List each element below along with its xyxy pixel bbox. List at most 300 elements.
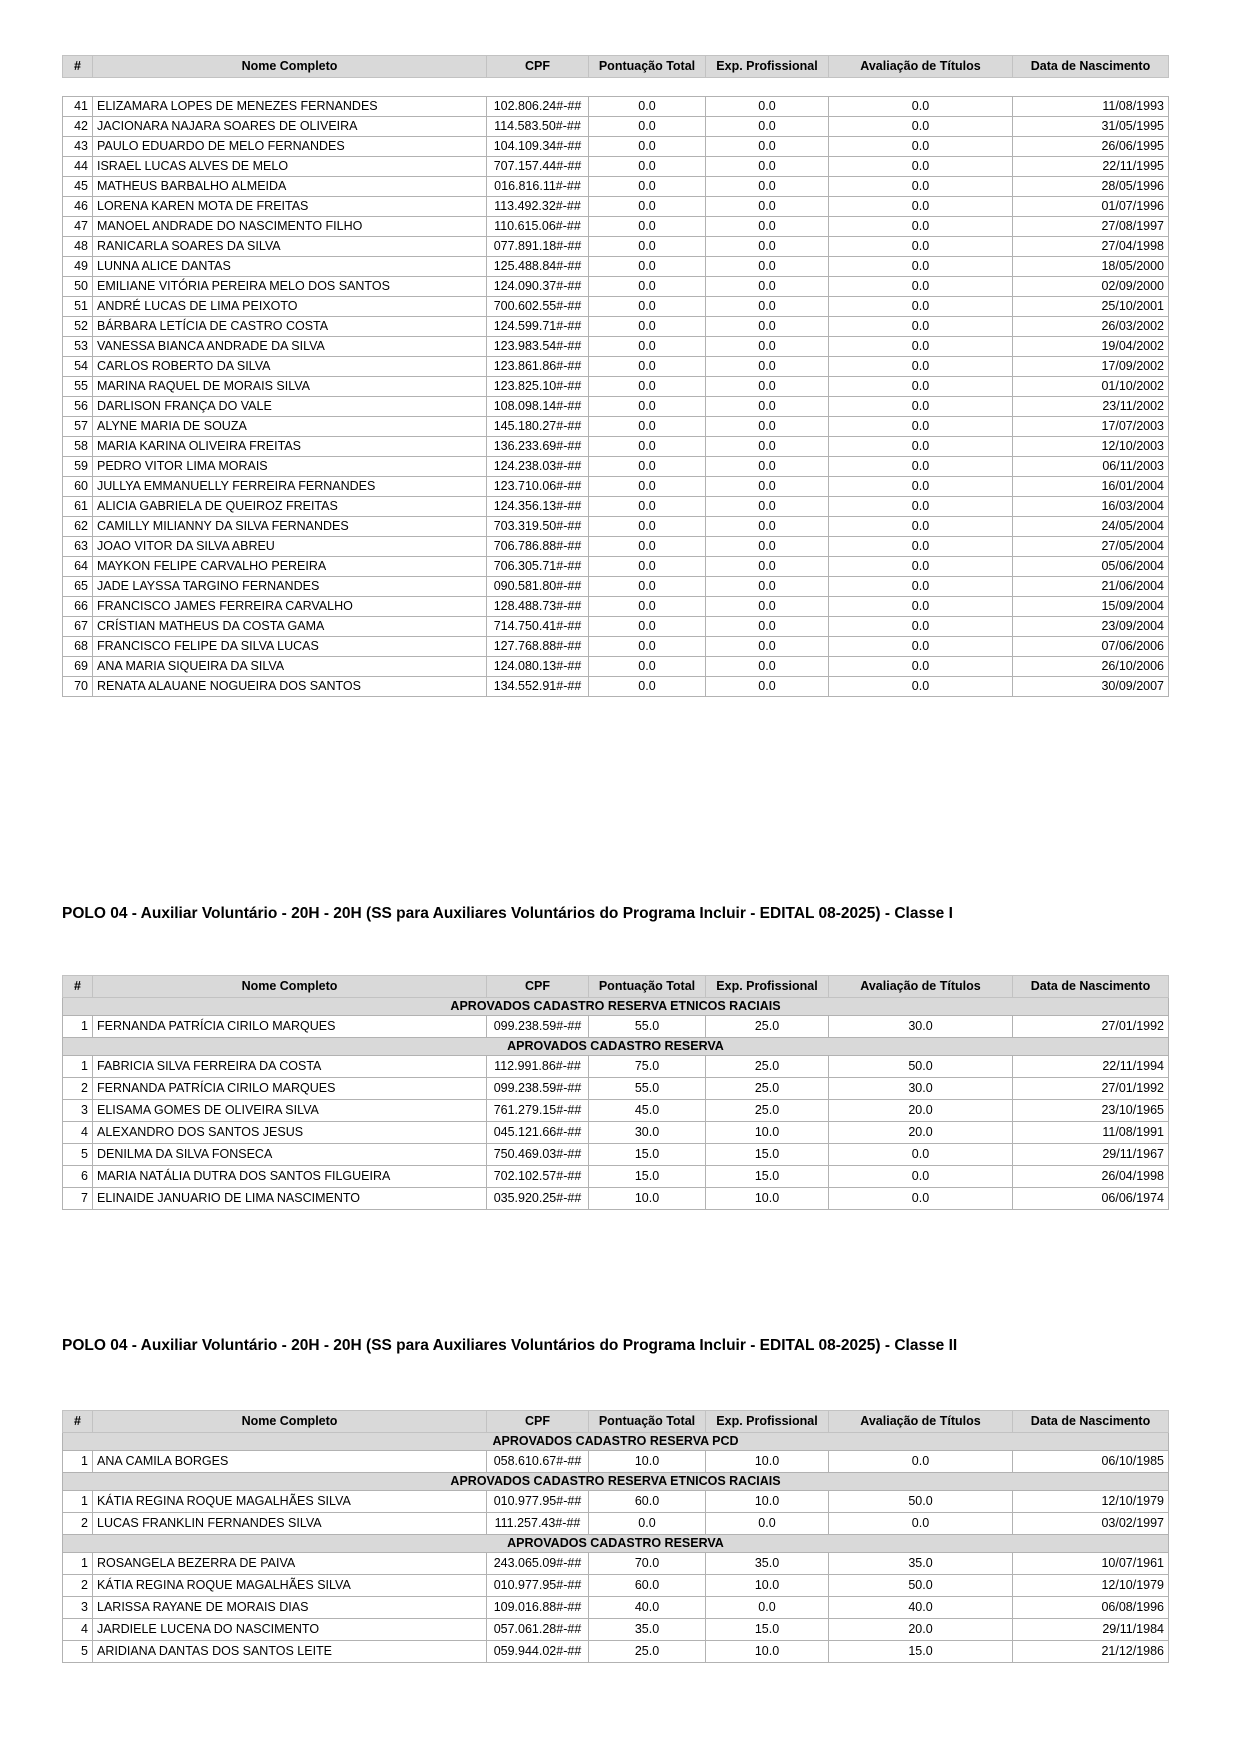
cell-cpf: 123.861.86#-## (487, 357, 589, 377)
cell-birthdate: 27/08/1997 (1013, 217, 1169, 237)
table-row (63, 1166, 1169, 1188)
cell-titles-eval: 20.0 (829, 1122, 1013, 1144)
col-header-name: Nome Completo (93, 56, 487, 78)
cell-birthdate: 21/06/2004 (1013, 577, 1169, 597)
cell-total-score: 0.0 (589, 637, 706, 657)
table-row (63, 1188, 1169, 1210)
cell-name: CARLOS ROBERTO DA SILVA (93, 357, 487, 377)
cell-total-score: 0.0 (589, 237, 706, 257)
cell-cpf: 090.581.80#-## (487, 577, 589, 597)
cell-titles-eval: 50.0 (829, 1575, 1013, 1597)
table-row (63, 377, 1169, 397)
cell-birthdate: 27/01/1992 (1013, 1016, 1169, 1038)
table-row (63, 277, 1169, 297)
cell-name: DARLISON FRANÇA DO VALE (93, 397, 487, 417)
table-row (63, 217, 1169, 237)
cell-prof-exp: 0.0 (706, 337, 829, 357)
cell-name: FERNANDA PATRÍCIA CIRILO MARQUES (93, 1078, 487, 1100)
cell-prof-exp: 0.0 (706, 517, 829, 537)
cell-rank: 47 (63, 217, 93, 237)
group-header-label: APROVADOS CADASTRO RESERVA ETNICOS RACIAIS (63, 1473, 1169, 1491)
cell-name: JULLYA EMMANUELLY FERREIRA FERNANDES (93, 477, 487, 497)
table-row (63, 537, 1169, 557)
cell-total-score: 30.0 (589, 1122, 706, 1144)
cell-titles-eval: 0.0 (829, 577, 1013, 597)
cell-name: RANICARLA SOARES DA SILVA (93, 237, 487, 257)
cell-cpf: 123.710.06#-## (487, 477, 589, 497)
cell-cpf: 136.233.69#-## (487, 437, 589, 457)
cell-total-score: 10.0 (589, 1188, 706, 1210)
cell-rank: 1 (63, 1553, 93, 1575)
cell-titles-eval: 0.0 (829, 277, 1013, 297)
table-row (63, 137, 1169, 157)
table-row (63, 197, 1169, 217)
cell-cpf: 702.102.57#-## (487, 1166, 589, 1188)
cell-birthdate: 25/10/2001 (1013, 297, 1169, 317)
cell-total-score: 45.0 (589, 1100, 706, 1122)
cell-cpf: 707.157.44#-## (487, 157, 589, 177)
table-row (63, 157, 1169, 177)
cell-prof-exp: 0.0 (706, 237, 829, 257)
cell-prof-exp: 0.0 (706, 437, 829, 457)
cell-cpf: 134.552.91#-## (487, 677, 589, 697)
table-row (63, 117, 1169, 137)
cell-total-score: 0.0 (589, 677, 706, 697)
cell-name: JADE LAYSSA TARGINO FERNANDES (93, 577, 487, 597)
group-header-row (63, 1473, 1169, 1491)
cell-prof-exp: 0.0 (706, 577, 829, 597)
group-header-row (63, 1433, 1169, 1451)
cell-birthdate: 26/04/1998 (1013, 1166, 1169, 1188)
cell-rank: 4 (63, 1122, 93, 1144)
cell-name: MATHEUS BARBALHO ALMEIDA (93, 177, 487, 197)
col-header-cpf: CPF (487, 976, 589, 998)
cell-total-score: 0.0 (589, 177, 706, 197)
cell-name: FRANCISCO JAMES FERREIRA CARVALHO (93, 597, 487, 617)
cell-birthdate: 16/03/2004 (1013, 497, 1169, 517)
cell-cpf: 099.238.59#-## (487, 1016, 589, 1038)
cell-total-score: 70.0 (589, 1553, 706, 1575)
cell-name: MARIA NATÁLIA DUTRA DOS SANTOS FILGUEIRA (93, 1166, 487, 1188)
cell-titles-eval: 50.0 (829, 1491, 1013, 1513)
cell-cpf: 124.080.13#-## (487, 657, 589, 677)
cell-name: ANA MARIA SIQUEIRA DA SILVA (93, 657, 487, 677)
cell-total-score: 55.0 (589, 1016, 706, 1038)
cell-prof-exp: 0.0 (706, 277, 829, 297)
cell-prof-exp: 0.0 (706, 677, 829, 697)
cell-name: JOAO VITOR DA SILVA ABREU (93, 537, 487, 557)
group-header-row (63, 1038, 1169, 1056)
cell-total-score: 10.0 (589, 1451, 706, 1473)
cell-name: ELISAMA GOMES DE OLIVEIRA SILVA (93, 1100, 487, 1122)
cell-rank: 49 (63, 257, 93, 277)
cell-birthdate: 30/09/2007 (1013, 677, 1169, 697)
cell-prof-exp: 0.0 (706, 377, 829, 397)
cell-prof-exp: 0.0 (706, 357, 829, 377)
table-row (63, 677, 1169, 697)
cell-name: ALICIA GABRIELA DE QUEIROZ FREITAS (93, 497, 487, 517)
cell-cpf: 111.257.43#-## (487, 1513, 589, 1535)
col-header-total-score: Pontuação Total (589, 1411, 706, 1433)
cell-titles-eval: 35.0 (829, 1553, 1013, 1575)
table-row (63, 397, 1169, 417)
cell-cpf: 124.238.03#-## (487, 457, 589, 477)
cell-rank: 2 (63, 1078, 93, 1100)
cell-titles-eval: 20.0 (829, 1100, 1013, 1122)
table-row (63, 437, 1169, 457)
cell-total-score: 0.0 (589, 337, 706, 357)
cell-rank: 50 (63, 277, 93, 297)
cell-titles-eval: 0.0 (829, 137, 1013, 157)
cell-titles-eval: 0.0 (829, 197, 1013, 217)
cell-birthdate: 16/01/2004 (1013, 477, 1169, 497)
cell-cpf: 243.065.09#-## (487, 1553, 589, 1575)
table-row (63, 1553, 1169, 1575)
table-row (63, 577, 1169, 597)
main-list-table (62, 96, 1169, 697)
cell-cpf: 108.098.14#-## (487, 397, 589, 417)
table-row (63, 1016, 1169, 1038)
cell-birthdate: 23/11/2002 (1013, 397, 1169, 417)
cell-name: CRÍSTIAN MATHEUS DA COSTA GAMA (93, 617, 487, 637)
table-row (63, 1513, 1169, 1535)
cell-cpf: 045.121.66#-## (487, 1122, 589, 1144)
cell-birthdate: 17/09/2002 (1013, 357, 1169, 377)
cell-rank: 52 (63, 317, 93, 337)
cell-rank: 54 (63, 357, 93, 377)
col-header-titles-eval: Avaliação de Títulos (829, 56, 1013, 78)
cell-cpf: 123.825.10#-## (487, 377, 589, 397)
cell-cpf: 706.786.88#-## (487, 537, 589, 557)
cell-cpf: 703.319.50#-## (487, 517, 589, 537)
table-row (63, 557, 1169, 577)
cell-rank: 2 (63, 1513, 93, 1535)
cell-rank: 70 (63, 677, 93, 697)
cell-cpf: 706.305.71#-## (487, 557, 589, 577)
cell-cpf: 110.615.06#-## (487, 217, 589, 237)
cell-rank: 4 (63, 1619, 93, 1641)
cell-birthdate: 31/05/1995 (1013, 117, 1169, 137)
cell-titles-eval: 0.0 (829, 417, 1013, 437)
cell-cpf: 016.816.11#-## (487, 177, 589, 197)
cell-rank: 7 (63, 1188, 93, 1210)
table-row (63, 657, 1169, 677)
table-row (63, 517, 1169, 537)
col-header-titles-eval: Avaliação de Títulos (829, 1411, 1013, 1433)
column-header-row (63, 56, 1169, 78)
cell-name: LORENA KAREN MOTA DE FREITAS (93, 197, 487, 217)
cell-name: ANDRÉ LUCAS DE LIMA PEIXOTO (93, 297, 487, 317)
cell-rank: 44 (63, 157, 93, 177)
cell-total-score: 0.0 (589, 357, 706, 377)
cell-rank: 58 (63, 437, 93, 457)
cell-prof-exp: 10.0 (706, 1641, 829, 1663)
cell-total-score: 0.0 (589, 97, 706, 117)
cell-name: MAYKON FELIPE CARVALHO PEREIRA (93, 557, 487, 577)
cell-titles-eval: 0.0 (829, 1166, 1013, 1188)
cell-rank: 5 (63, 1144, 93, 1166)
cell-total-score: 60.0 (589, 1575, 706, 1597)
cell-name: ISRAEL LUCAS ALVES DE MELO (93, 157, 487, 177)
cell-cpf: 127.768.88#-## (487, 637, 589, 657)
cell-birthdate: 29/11/1984 (1013, 1619, 1169, 1641)
cell-prof-exp: 25.0 (706, 1100, 829, 1122)
cell-birthdate: 26/10/2006 (1013, 657, 1169, 677)
col-header-name: Nome Completo (93, 976, 487, 998)
cell-cpf: 124.356.13#-## (487, 497, 589, 517)
cell-total-score: 0.0 (589, 217, 706, 237)
cell-rank: 63 (63, 537, 93, 557)
col-header-rank: # (63, 56, 93, 78)
cell-prof-exp: 0.0 (706, 657, 829, 677)
table-row (63, 1597, 1169, 1619)
cell-rank: 1 (63, 1491, 93, 1513)
cell-total-score: 0.0 (589, 417, 706, 437)
col-header-rank: # (63, 1411, 93, 1433)
cell-birthdate: 22/11/1995 (1013, 157, 1169, 177)
cell-name: ARIDIANA DANTAS DOS SANTOS LEITE (93, 1641, 487, 1663)
cell-birthdate: 21/12/1986 (1013, 1641, 1169, 1663)
cell-cpf: 125.488.84#-## (487, 257, 589, 277)
cell-prof-exp: 0.0 (706, 537, 829, 557)
cell-prof-exp: 25.0 (706, 1016, 829, 1038)
cell-rank: 60 (63, 477, 93, 497)
cell-titles-eval: 20.0 (829, 1619, 1013, 1641)
cell-total-score: 0.0 (589, 557, 706, 577)
cell-titles-eval: 15.0 (829, 1641, 1013, 1663)
col-header-birthdate: Data de Nascimento (1013, 56, 1169, 78)
cell-rank: 6 (63, 1166, 93, 1188)
cell-birthdate: 12/10/1979 (1013, 1491, 1169, 1513)
cell-name: ELIZAMARA LOPES DE MENEZES FERNANDES (93, 97, 487, 117)
cell-prof-exp: 10.0 (706, 1575, 829, 1597)
cell-titles-eval: 0.0 (829, 537, 1013, 557)
cell-prof-exp: 0.0 (706, 597, 829, 617)
cell-titles-eval: 0.0 (829, 657, 1013, 677)
section-title-classe-1: POLO 04 - Auxiliar Voluntário - 20H - 20H (SS para Auxiliares Voluntários do Programa Incluir - EDITAL 08-2025) - Classe I (62, 905, 953, 922)
cell-prof-exp: 0.0 (706, 197, 829, 217)
cell-rank: 59 (63, 457, 93, 477)
cell-rank: 64 (63, 557, 93, 577)
main-list-body (63, 97, 1169, 697)
cell-prof-exp: 0.0 (706, 497, 829, 517)
cell-total-score: 0.0 (589, 297, 706, 317)
cell-titles-eval: 0.0 (829, 237, 1013, 257)
table-row (63, 637, 1169, 657)
cell-birthdate: 23/09/2004 (1013, 617, 1169, 637)
cell-total-score: 0.0 (589, 397, 706, 417)
cell-rank: 41 (63, 97, 93, 117)
cell-rank: 1 (63, 1451, 93, 1473)
col-header-name: Nome Completo (93, 1411, 487, 1433)
cell-prof-exp: 15.0 (706, 1144, 829, 1166)
cell-titles-eval: 0.0 (829, 297, 1013, 317)
cell-name: MARIA KARINA OLIVEIRA FREITAS (93, 437, 487, 457)
column-header-row (63, 976, 1169, 998)
cell-cpf: 099.238.59#-## (487, 1078, 589, 1100)
cell-titles-eval: 0.0 (829, 257, 1013, 277)
cell-total-score: 0.0 (589, 517, 706, 537)
cell-birthdate: 19/04/2002 (1013, 337, 1169, 357)
cell-total-score: 0.0 (589, 657, 706, 677)
cell-titles-eval: 0.0 (829, 1144, 1013, 1166)
cell-birthdate: 29/11/1967 (1013, 1144, 1169, 1166)
col-header-prof-exp: Exp. Profissional (706, 976, 829, 998)
cell-birthdate: 12/10/2003 (1013, 437, 1169, 457)
cell-total-score: 75.0 (589, 1056, 706, 1078)
table-row (63, 237, 1169, 257)
cell-birthdate: 06/08/1996 (1013, 1597, 1169, 1619)
cell-rank: 3 (63, 1100, 93, 1122)
cell-titles-eval: 0.0 (829, 437, 1013, 457)
cell-cpf: 035.920.25#-## (487, 1188, 589, 1210)
cell-name: RENATA ALAUANE NOGUEIRA DOS SANTOS (93, 677, 487, 697)
cell-rank: 42 (63, 117, 93, 137)
cell-cpf: 124.090.37#-## (487, 277, 589, 297)
cell-birthdate: 17/07/2003 (1013, 417, 1169, 437)
table-row (63, 617, 1169, 637)
table-row (63, 337, 1169, 357)
cell-cpf: 750.469.03#-## (487, 1144, 589, 1166)
cell-titles-eval: 0.0 (829, 1451, 1013, 1473)
cell-total-score: 35.0 (589, 1619, 706, 1641)
cell-total-score: 0.0 (589, 117, 706, 137)
cell-rank: 45 (63, 177, 93, 197)
col-header-titles-eval: Avaliação de Títulos (829, 976, 1013, 998)
cell-birthdate: 22/11/1994 (1013, 1056, 1169, 1078)
cell-name: ROSANGELA BEZERRA DE PAIVA (93, 1553, 487, 1575)
cell-prof-exp: 0.0 (706, 157, 829, 177)
cell-titles-eval: 0.0 (829, 317, 1013, 337)
cell-name: VANESSA BIANCA ANDRADE DA SILVA (93, 337, 487, 357)
cell-rank: 3 (63, 1597, 93, 1619)
cell-total-score: 15.0 (589, 1144, 706, 1166)
table-row (63, 297, 1169, 317)
cell-prof-exp: 25.0 (706, 1078, 829, 1100)
cell-prof-exp: 0.0 (706, 217, 829, 237)
cell-titles-eval: 0.0 (829, 377, 1013, 397)
col-header-cpf: CPF (487, 1411, 589, 1433)
cell-birthdate: 15/09/2004 (1013, 597, 1169, 617)
group-header-label: APROVADOS CADASTRO RESERVA (63, 1535, 1169, 1553)
cell-total-score: 0.0 (589, 577, 706, 597)
cell-titles-eval: 30.0 (829, 1016, 1013, 1038)
cell-cpf: 057.061.28#-## (487, 1619, 589, 1641)
col-header-cpf: CPF (487, 56, 589, 78)
cell-rank: 55 (63, 377, 93, 397)
cell-titles-eval: 0.0 (829, 457, 1013, 477)
cell-name: CAMILLY MILIANNY DA SILVA FERNANDES (93, 517, 487, 537)
cell-name: JACIONARA NAJARA SOARES DE OLIVEIRA (93, 117, 487, 137)
cell-titles-eval: 0.0 (829, 597, 1013, 617)
cell-birthdate: 23/10/1965 (1013, 1100, 1169, 1122)
cell-prof-exp: 0.0 (706, 477, 829, 497)
cell-prof-exp: 0.0 (706, 1597, 829, 1619)
cell-total-score: 0.0 (589, 317, 706, 337)
cell-rank: 53 (63, 337, 93, 357)
cell-cpf: 124.599.71#-## (487, 317, 589, 337)
cell-rank: 43 (63, 137, 93, 157)
cell-cpf: 077.891.18#-## (487, 237, 589, 257)
cell-rank: 62 (63, 517, 93, 537)
cell-prof-exp: 0.0 (706, 97, 829, 117)
table-row (63, 317, 1169, 337)
cell-name: DENILMA DA SILVA FONSECA (93, 1144, 487, 1166)
cell-titles-eval: 0.0 (829, 177, 1013, 197)
table-row (63, 357, 1169, 377)
cell-birthdate: 03/02/1997 (1013, 1513, 1169, 1535)
cell-titles-eval: 40.0 (829, 1597, 1013, 1619)
cell-rank: 65 (63, 577, 93, 597)
cell-rank: 46 (63, 197, 93, 217)
cell-rank: 69 (63, 657, 93, 677)
cell-titles-eval: 0.0 (829, 637, 1013, 657)
cell-titles-eval: 0.0 (829, 157, 1013, 177)
cell-titles-eval: 0.0 (829, 337, 1013, 357)
cell-prof-exp: 25.0 (706, 1056, 829, 1078)
table-row (63, 1491, 1169, 1513)
cell-prof-exp: 0.0 (706, 137, 829, 157)
table-row (63, 1100, 1169, 1122)
cell-name: LUNNA ALICE DANTAS (93, 257, 487, 277)
cell-prof-exp: 0.0 (706, 617, 829, 637)
cell-name: PAULO EDUARDO DE MELO FERNANDES (93, 137, 487, 157)
cell-birthdate: 27/05/2004 (1013, 537, 1169, 557)
table-row (63, 1078, 1169, 1100)
col-header-birthdate: Data de Nascimento (1013, 1411, 1169, 1433)
cell-cpf: 714.750.41#-## (487, 617, 589, 637)
cell-prof-exp: 0.0 (706, 557, 829, 577)
group-header-row (63, 998, 1169, 1016)
cell-total-score: 0.0 (589, 477, 706, 497)
cell-total-score: 0.0 (589, 257, 706, 277)
table-row (63, 1641, 1169, 1663)
table-row (63, 177, 1169, 197)
cell-prof-exp: 0.0 (706, 257, 829, 277)
cell-titles-eval: 0.0 (829, 477, 1013, 497)
table-row (63, 257, 1169, 277)
cell-total-score: 0.0 (589, 537, 706, 557)
cell-titles-eval: 0.0 (829, 517, 1013, 537)
cell-birthdate: 26/03/2002 (1013, 317, 1169, 337)
cell-titles-eval: 30.0 (829, 1078, 1013, 1100)
cell-name: KÁTIA REGINA ROQUE MAGALHÃES SILVA (93, 1575, 487, 1597)
cell-prof-exp: 0.0 (706, 117, 829, 137)
table-row (63, 1451, 1169, 1473)
cell-total-score: 0.0 (589, 437, 706, 457)
cell-total-score: 15.0 (589, 1166, 706, 1188)
cell-birthdate: 11/08/1991 (1013, 1122, 1169, 1144)
table-row (63, 417, 1169, 437)
cell-total-score: 0.0 (589, 617, 706, 637)
cell-titles-eval: 0.0 (829, 357, 1013, 377)
table-row (63, 1619, 1169, 1641)
cell-name: LUCAS FRANKLIN FERNANDES SILVA (93, 1513, 487, 1535)
cell-birthdate: 27/04/1998 (1013, 237, 1169, 257)
cell-rank: 2 (63, 1575, 93, 1597)
cell-birthdate: 27/01/1992 (1013, 1078, 1169, 1100)
cell-birthdate: 28/05/1996 (1013, 177, 1169, 197)
group-header-label: APROVADOS CADASTRO RESERVA PCD (63, 1433, 1169, 1451)
cell-name: ELINAIDE JANUARIO DE LIMA NASCIMENTO (93, 1188, 487, 1210)
cell-total-score: 60.0 (589, 1491, 706, 1513)
cell-total-score: 0.0 (589, 277, 706, 297)
cell-prof-exp: 10.0 (706, 1188, 829, 1210)
cell-total-score: 0.0 (589, 597, 706, 617)
cell-birthdate: 24/05/2004 (1013, 517, 1169, 537)
cell-cpf: 109.016.88#-## (487, 1597, 589, 1619)
col-header-total-score: Pontuação Total (589, 976, 706, 998)
